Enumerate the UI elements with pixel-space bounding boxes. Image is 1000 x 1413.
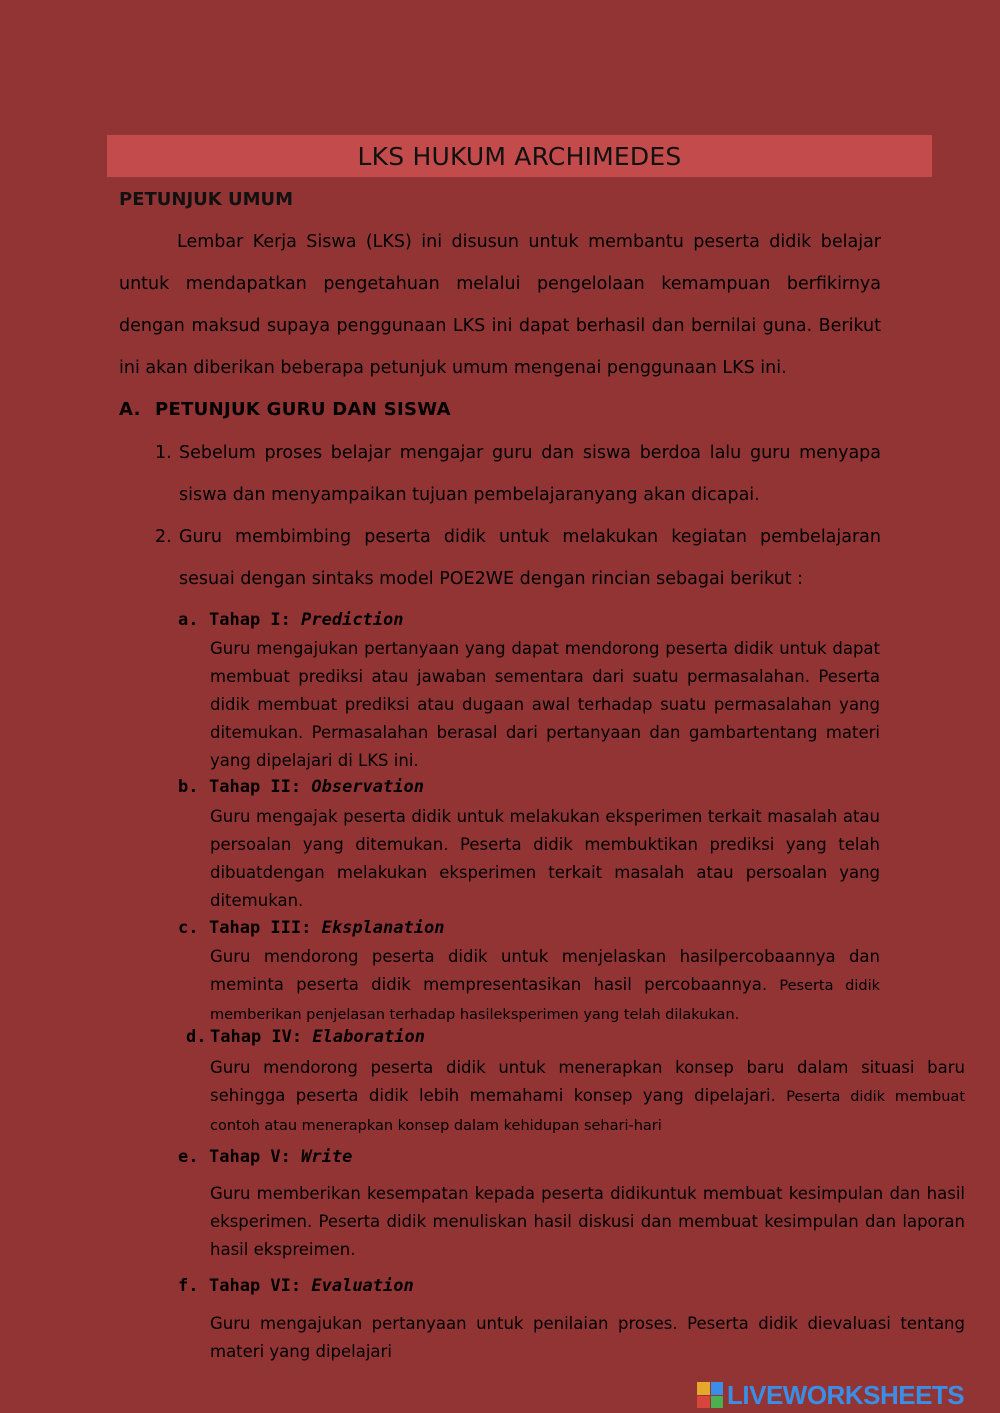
section-a-title: PETUNJUK GURU DAN SISWA — [155, 399, 451, 420]
stage-label: Tahap III: — [209, 918, 312, 938]
item-text: Sebelum proses belajar mengajar guru dan siswa berdoa lalu guru menyapa siswa dan menyampaikan tujuan pembelajaranyang akan dicapai. — [179, 443, 881, 505]
stage-d-desc-small: Peserta didik membuat contoh atau menerapkan konsep dalam kehidupan sehari-hari — [210, 1089, 966, 1134]
liveworksheets-logo-icon — [697, 1382, 723, 1408]
stage-c-heading — [178, 918, 444, 938]
numbered-item-1 — [155, 432, 881, 516]
stage-name: Evaluation — [311, 1276, 414, 1296]
stage-f-heading — [178, 1276, 414, 1296]
page-title: LKS HUKUM ARCHIMEDES — [357, 141, 682, 171]
stage-label: Tahap VI: — [209, 1276, 302, 1296]
watermark-text: LIVEWORKSHEETS — [727, 1379, 965, 1410]
stage-name: Elaboration — [312, 1027, 425, 1047]
intro-paragraph: Lembar Kerja Siswa (LKS) ini disusun untuk membantu peserta didik belajar untuk mendapatkan pengetahuan melalui pengelolaan kemampuan berfikirnya dengan maksud supaya penggunaan LKS ini dapat berhasil dan bernilai guna. Berikut ini akan diberikan beberapa petunjuk umum mengenai penggunaan LKS ini. — [119, 232, 881, 378]
stage-e-description: Guru memberikan kesempatan kepada peserta didikuntuk membuat kesimpulan dan hasil eksperimen. Peserta didik menuliskan hasil diskusi dan membuat kesimpulan dan laporan hasil ekspreimen. — [210, 1184, 965, 1259]
stage-b-heading — [178, 777, 424, 797]
stage-d-heading — [186, 1027, 425, 1047]
title-bar — [107, 135, 932, 177]
stage-d-desc-main: Guru mendorong peserta didik untuk menerapkan konsep baru dalam situasi baru sehingga peserta didik lebih memahami konsep yang dipelajari. — [210, 1058, 965, 1105]
stage-e-heading — [178, 1147, 352, 1167]
item-number: 1. — [155, 443, 172, 463]
stage-letter: c. — [178, 918, 199, 938]
stage-c-desc-small: Peserta didik memberikan penjelasan terhadap hasileksperimen yang telah dilakukan. — [210, 978, 880, 1023]
section-a-heading — [119, 399, 451, 420]
stage-d-description — [210, 1054, 965, 1140]
stage-name: Observation — [311, 777, 424, 797]
stage-a-description: Guru mengajukan pertanyaan yang dapat mendorong peserta didik untuk dapat membuat prediksi atau jawaban sementara dari suatu permasalahan. Peserta didik membuat prediksi atau dugaan awal terhadap suatu permasalahan yang ditemukan. Permasalahan berasal dari pertanyaan dan gambartentang materi yang dipelajari di LKS ini. — [210, 639, 880, 770]
item-number: 2. — [155, 527, 172, 547]
stage-a-heading — [178, 610, 404, 630]
stage-label: Tahap IV: — [210, 1027, 303, 1047]
stage-name: Eksplanation — [321, 918, 445, 938]
stage-name: Write — [301, 1147, 353, 1167]
stage-letter: e. — [178, 1147, 199, 1167]
section-heading: PETUNJUK UMUM — [119, 189, 294, 210]
stage-label: Tahap I: — [209, 610, 291, 630]
stage-letter: b. — [178, 777, 199, 797]
stage-b-description: Guru mengajak peserta didik untuk melakukan eksperimen terkait masalah atau persoalan yang ditemukan. Peserta didik membuktikan prediksi yang telah dibuatdengan melakukan eksperimen terkait masalah atau persoalan yang ditemukan. — [210, 807, 880, 910]
stage-c-description — [210, 943, 880, 1029]
stage-label: Tahap II: — [209, 777, 302, 797]
section-a-letter: A. — [119, 399, 141, 420]
stage-letter: d. — [186, 1027, 207, 1047]
stage-c-desc-main: Guru mendorong peserta didik untuk menjelaskan hasilpercobaannya dan meminta peserta didik mempresentasikan hasil percobaannya. — [210, 947, 880, 994]
stage-name: Prediction — [301, 610, 404, 630]
numbered-item-2 — [155, 516, 881, 600]
stage-letter: f. — [178, 1276, 199, 1296]
watermark-logo[interactable] — [697, 1380, 964, 1410]
stage-letter: a. — [178, 610, 199, 630]
stage-label: Tahap V: — [209, 1147, 291, 1167]
stage-f-description: Guru mengajukan pertanyaan untuk penilaian proses. Peserta didik dievaluasi tentang materi yang dipelajari — [210, 1314, 965, 1361]
item-text: Guru membimbing peserta didik untuk melakukan kegiatan pembelajaran sesuai dengan sintaks model POE2WE dengan rincian sebagai berikut : — [179, 527, 881, 589]
